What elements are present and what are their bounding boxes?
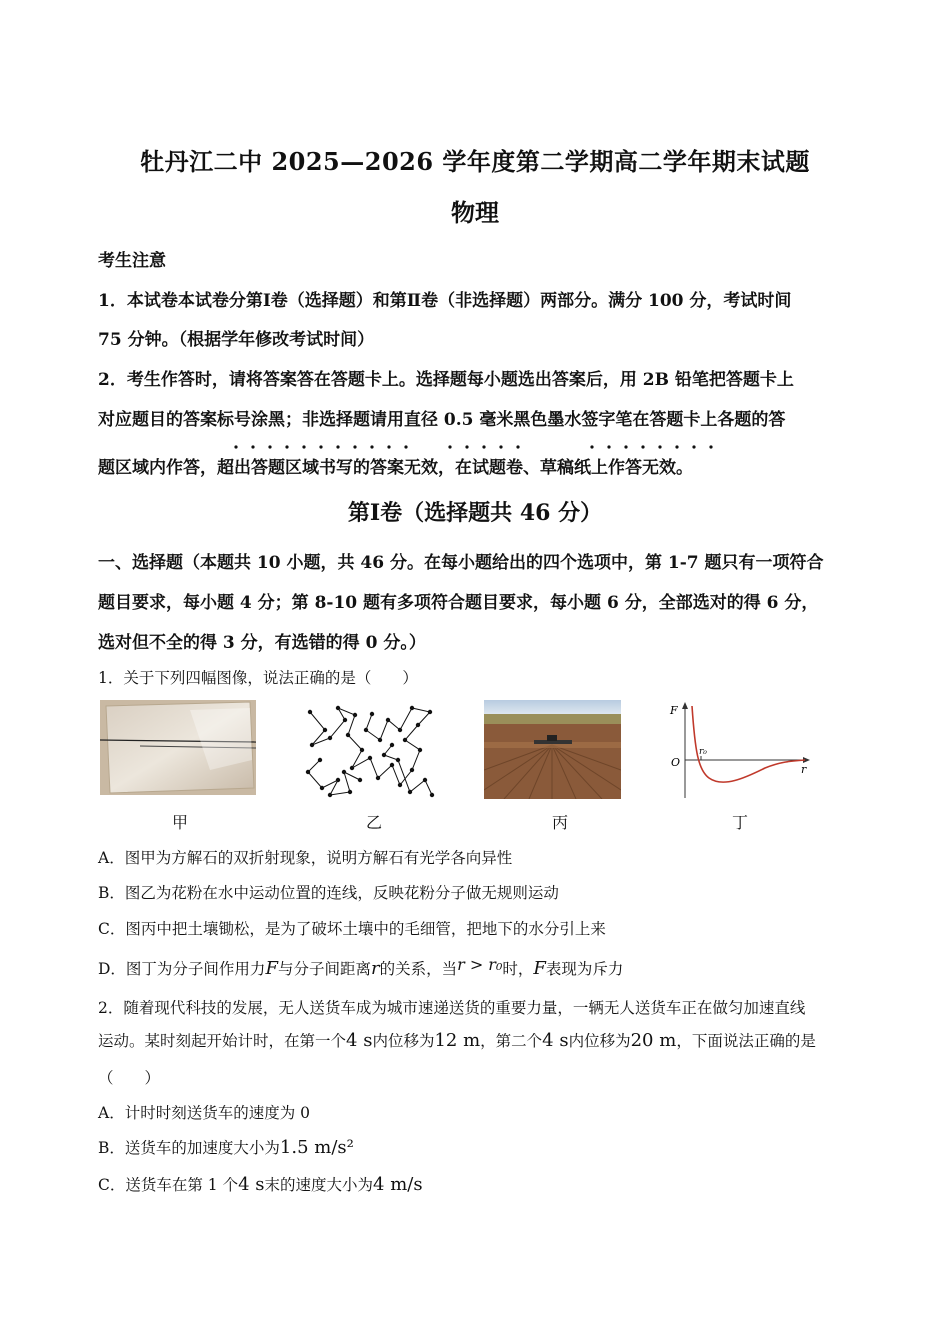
q2-c-speed: 4 m/s — [373, 1174, 423, 1195]
math-r-gt-r0: r > r₀ — [457, 955, 503, 974]
notice-heading: 考生注意 — [98, 251, 166, 271]
notice-item2-line3: 题区域内作答，超出答题区域书写的答案无效，在试题卷、草稿纸上作答无效。 — [98, 458, 693, 478]
graph-r-label: r — [801, 763, 807, 776]
section1-instr-line1: 一、选择题（本题共 10 小题，共 46 分。在每小题给出的四个选项中，第 1-7 题只有一项符合 — [98, 553, 824, 573]
section1-instr-line2: 题目要求，每小题 4 分；第 8-10 题有多项符合题目要求，每小题 6 分，全部选对的得 6 分， — [98, 593, 819, 613]
q2-option-c: C．送货车在第 1 个4 s末的速度大小为4 m/s — [98, 1174, 423, 1195]
q2-option-a: A．计时时刻送货车的速度为 0 — [98, 1104, 310, 1122]
q2-t1: 4 s — [346, 1030, 373, 1051]
plowed-field-image — [484, 700, 621, 799]
q1-stem: 1．关于下列四幅图像，说法正确的是（ ） — [98, 669, 418, 687]
caption-ding: 丁 — [731, 813, 748, 832]
graph-r0-label: r₀ — [699, 747, 707, 757]
calcite-image — [100, 700, 256, 795]
caption-bing: 丙 — [551, 813, 568, 832]
q2-c-time: 4 s — [238, 1174, 265, 1195]
caption-yi: 乙 — [365, 813, 382, 832]
q2-line2: 运动。某时刻起开始计时，在第一个4 s内位移为12 m，第二个4 s内位移为20 m，下面说法正确的是 — [98, 1030, 816, 1051]
emphasis-dots — [232, 443, 732, 451]
brownian-motion-image — [300, 700, 440, 800]
q2-accel-value: 1.5 m/s² — [279, 1137, 354, 1158]
subject-title: 物理 — [451, 198, 499, 227]
q1-option-b: B．图乙为花粉在水中运动位置的连线，反映花粉分子做无规则运动 — [98, 884, 559, 902]
graph-origin-label: O — [671, 756, 681, 769]
math-F2: F — [533, 958, 546, 979]
q1-option-a: A．图甲为方解石的双折射现象，说明方解石有光学各向异性 — [98, 849, 513, 867]
section1-title: 第Ⅰ卷（选择题共 46 分） — [347, 500, 603, 526]
caption-jia: 甲 — [171, 813, 188, 832]
q1-option-d: D．图丁为分子间作用力F与分子间距离r的关系，当r > r₀时，F表现为斥力 — [98, 955, 624, 979]
q2-x1: 12 m — [434, 1030, 481, 1051]
q2-line1: 2．随着现代科技的发展，无人送货车成为城市速递送货的重要力量，一辆无人送货车正在做匀加速直线 — [98, 999, 806, 1017]
notice-item1-line2: 75 分钟。（根据学年修改考试时间） — [98, 330, 375, 350]
math-r: r — [370, 958, 380, 979]
graph-f-label: F — [670, 704, 678, 717]
notice-item2-line2: 对应题目的答案标号涂黑；非选择题请用直径 0.5 毫米黑色墨水签字笔在答题卡上各题的答 — [98, 410, 786, 430]
exam-title: 牡丹江二中 2025—2026 学年度第二学期高二学年期末试题 — [140, 147, 810, 176]
notice-item2-line1: 2．考生作答时，请将答案答在答题卡上。选择题每小题选出答案后，用 2B 铅笔把答题卡上 — [98, 370, 794, 390]
q2-t2: 4 s — [542, 1030, 569, 1051]
force-distance-graph — [665, 700, 815, 800]
math-F: F — [265, 958, 278, 979]
q2-x2: 20 m — [630, 1030, 677, 1051]
q2-option-b: B．送货车的加速度大小为1.5 m/s² — [98, 1137, 354, 1158]
notice-item1-line1: 1．本试卷本试卷分第Ⅰ卷（选择题）和第Ⅱ卷（非选择题）两部分。满分 100 分，考试时间 — [98, 291, 792, 311]
q2-paren: （ ） — [98, 1069, 161, 1087]
q1-option-c: C．图丙中把土壤锄松，是为了破坏土壤中的毛细管，把地下的水分引上来 — [98, 920, 606, 938]
section1-instr-line3: 选对但不全的得 3 分，有选错的得 0 分。） — [98, 633, 426, 653]
